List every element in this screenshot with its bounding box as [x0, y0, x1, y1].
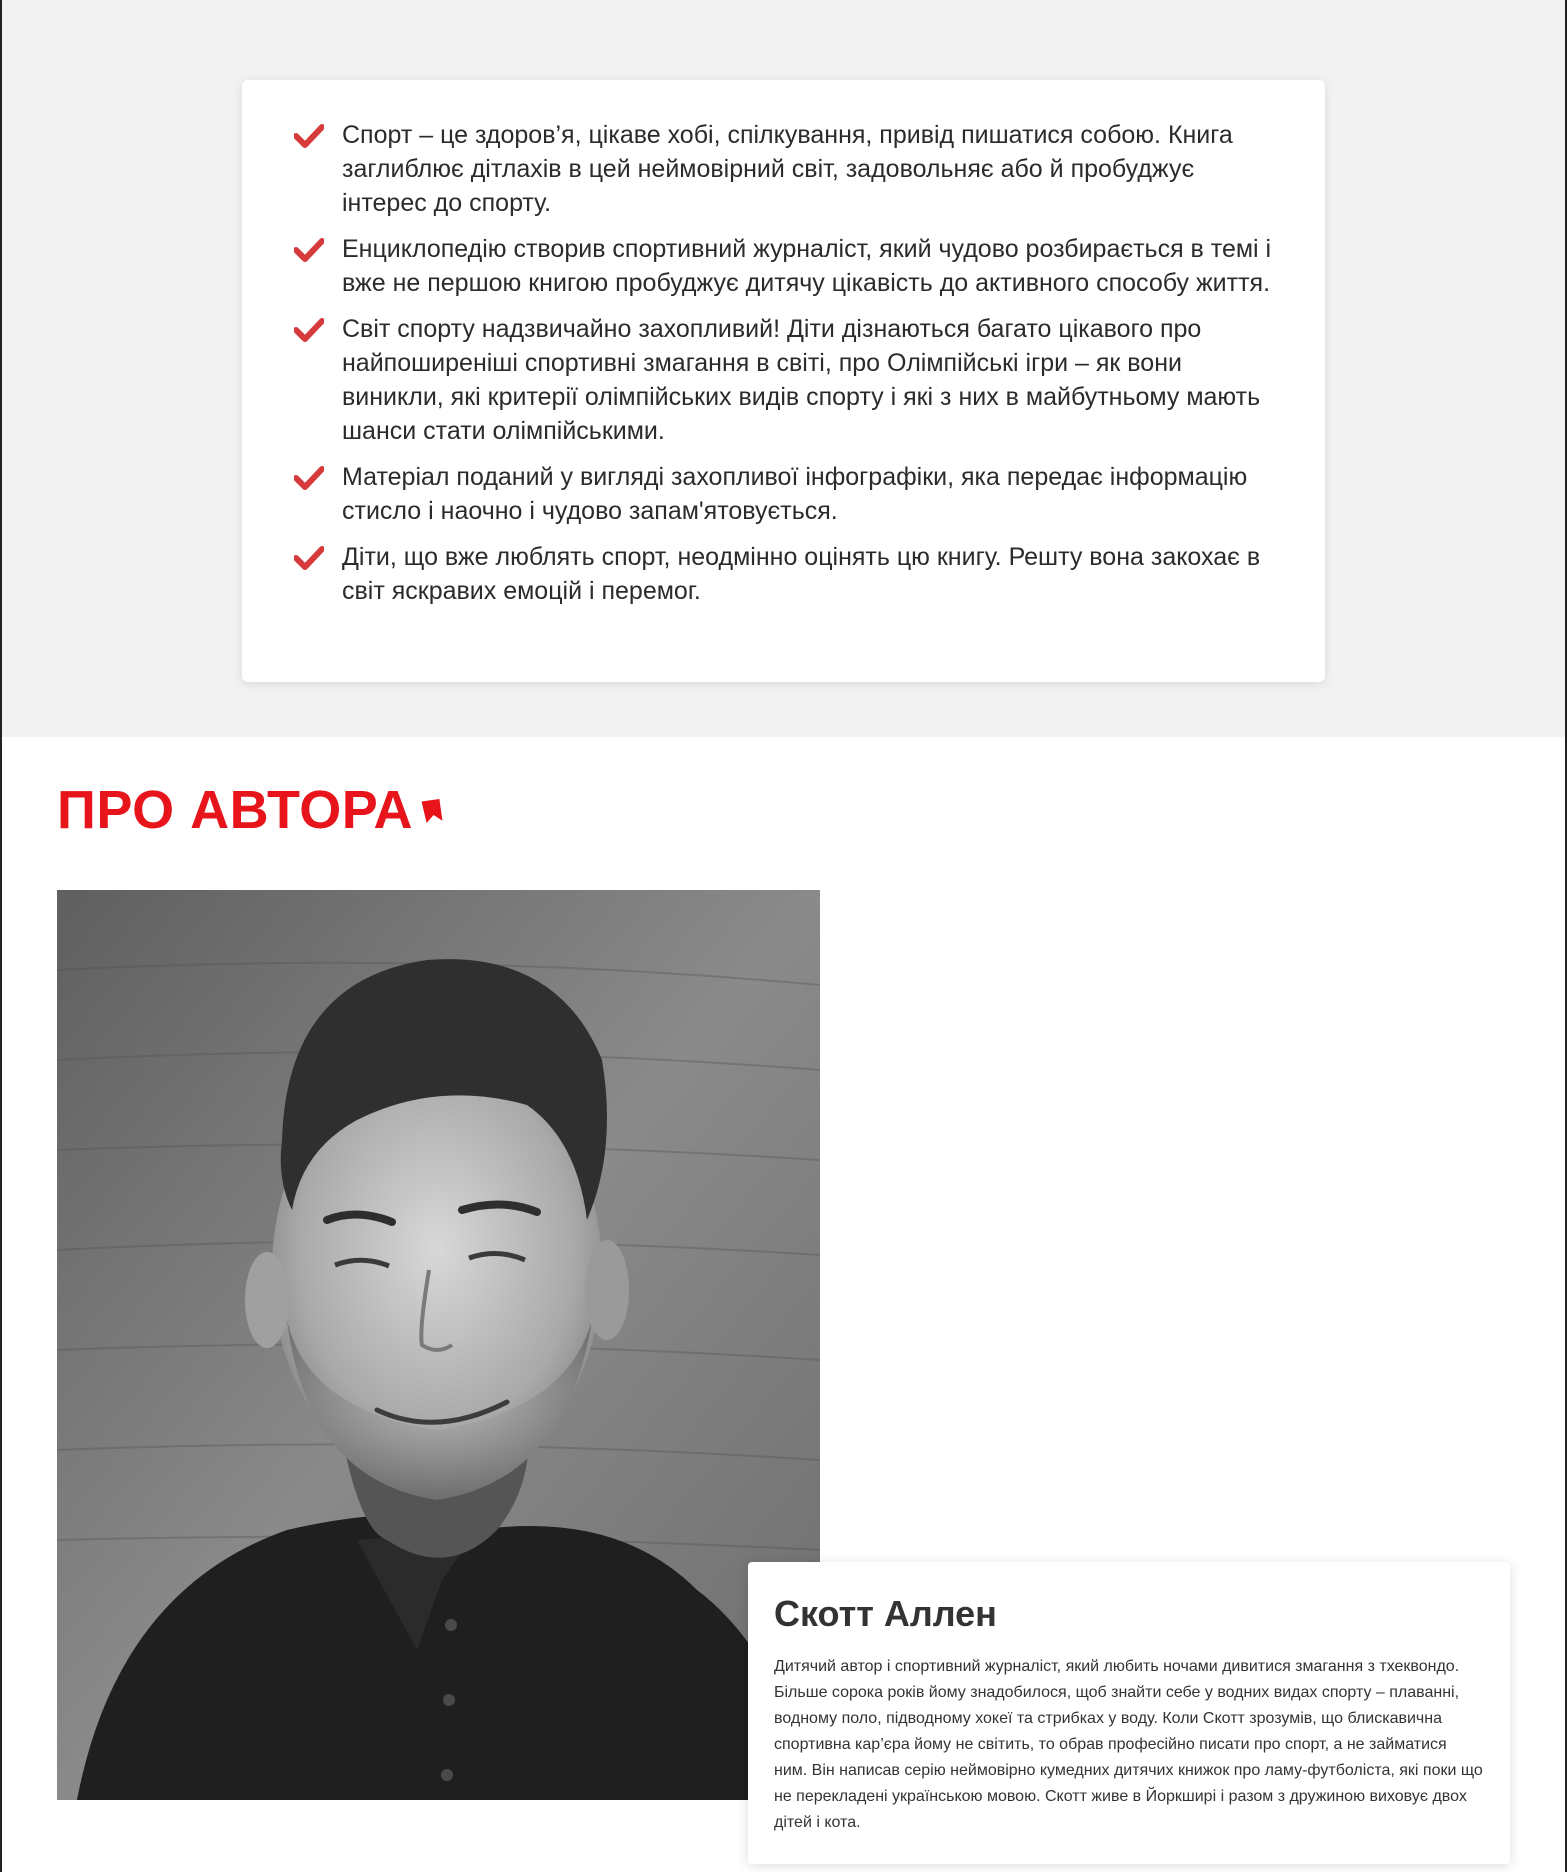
author-info-card	[748, 1562, 1510, 1864]
bookmark-icon	[420, 797, 446, 825]
feature-item	[294, 460, 1274, 528]
author-bio: Дитячий автор і спортивний журналіст, який любить ночами дивитися змагання з тхеквондо. Більше сорока років йому знадобилося, щоб знайти себе у водних видах спорту – плаванні, водному поло, підводному хокеї та стрибках у воду. Коли Скотт зрозумів, що блискавична спортивна кар’єра йому не світить, то обрав професійно писати про спорт, а не займатися ним. Він написав серію неймовірно кумедних дитячих книжок про ламу-футболіста, які поки що не перекладені українською мовою. Скотт живе в Йоркширі і разом з дружиною виховує двох дітей і кота.	[774, 1658, 1483, 1831]
check-icon	[294, 124, 324, 148]
book-features-section	[0, 0, 1567, 737]
author-photo	[57, 890, 820, 1800]
feature-item	[294, 540, 1274, 608]
features-list	[294, 118, 1274, 620]
feature-text: Матеріал поданий у вигляді захопливої інфографіки, яка передає інформацію стисло і наочно і чудово запам'ятовується.	[342, 463, 1248, 525]
check-icon	[294, 318, 324, 342]
feature-item	[294, 232, 1274, 300]
page-frame-left	[0, 0, 2, 1872]
features-card	[242, 80, 1325, 682]
check-icon	[294, 546, 324, 570]
cropped-heading-remnant	[110, 0, 430, 4]
feature-text: Енциклопедію створив спортивний журналіст, який чудово розбирається в темі і вже не першою книгою пробуджує дитячу цікавість до активного способу життя.	[342, 235, 1272, 297]
feature-text: Спорт – це здоров’я, цікаве хобі, спілкування, привід пишатися собою. Книга заглиблює дітлахів в цей неймовірний світ, задовольняє або й пробуджує інтерес до спорту.	[342, 121, 1233, 217]
feature-item	[294, 118, 1274, 220]
about-author-title: ПРО АВТОРА	[57, 780, 413, 840]
check-icon	[294, 466, 324, 490]
check-icon	[294, 238, 324, 262]
feature-item	[294, 312, 1274, 448]
feature-text: Діти, що вже люблять спорт, неодмінно оцінять цю книгу. Решту вона закохає в світ яскравих емоцій і перемог.	[342, 543, 1261, 605]
author-name: Скотт Аллен	[774, 1593, 997, 1634]
feature-text: Світ спорту надзвичайно захопливий! Діти дізнаються багато цікавого про найпоширеніші спортивні змагання в світі, про Олімпійські ігри – як вони виникли, які критерії олімпійських видів спорту і які з них в майбутньому мають шанси стати олімпійськими.	[342, 315, 1261, 445]
